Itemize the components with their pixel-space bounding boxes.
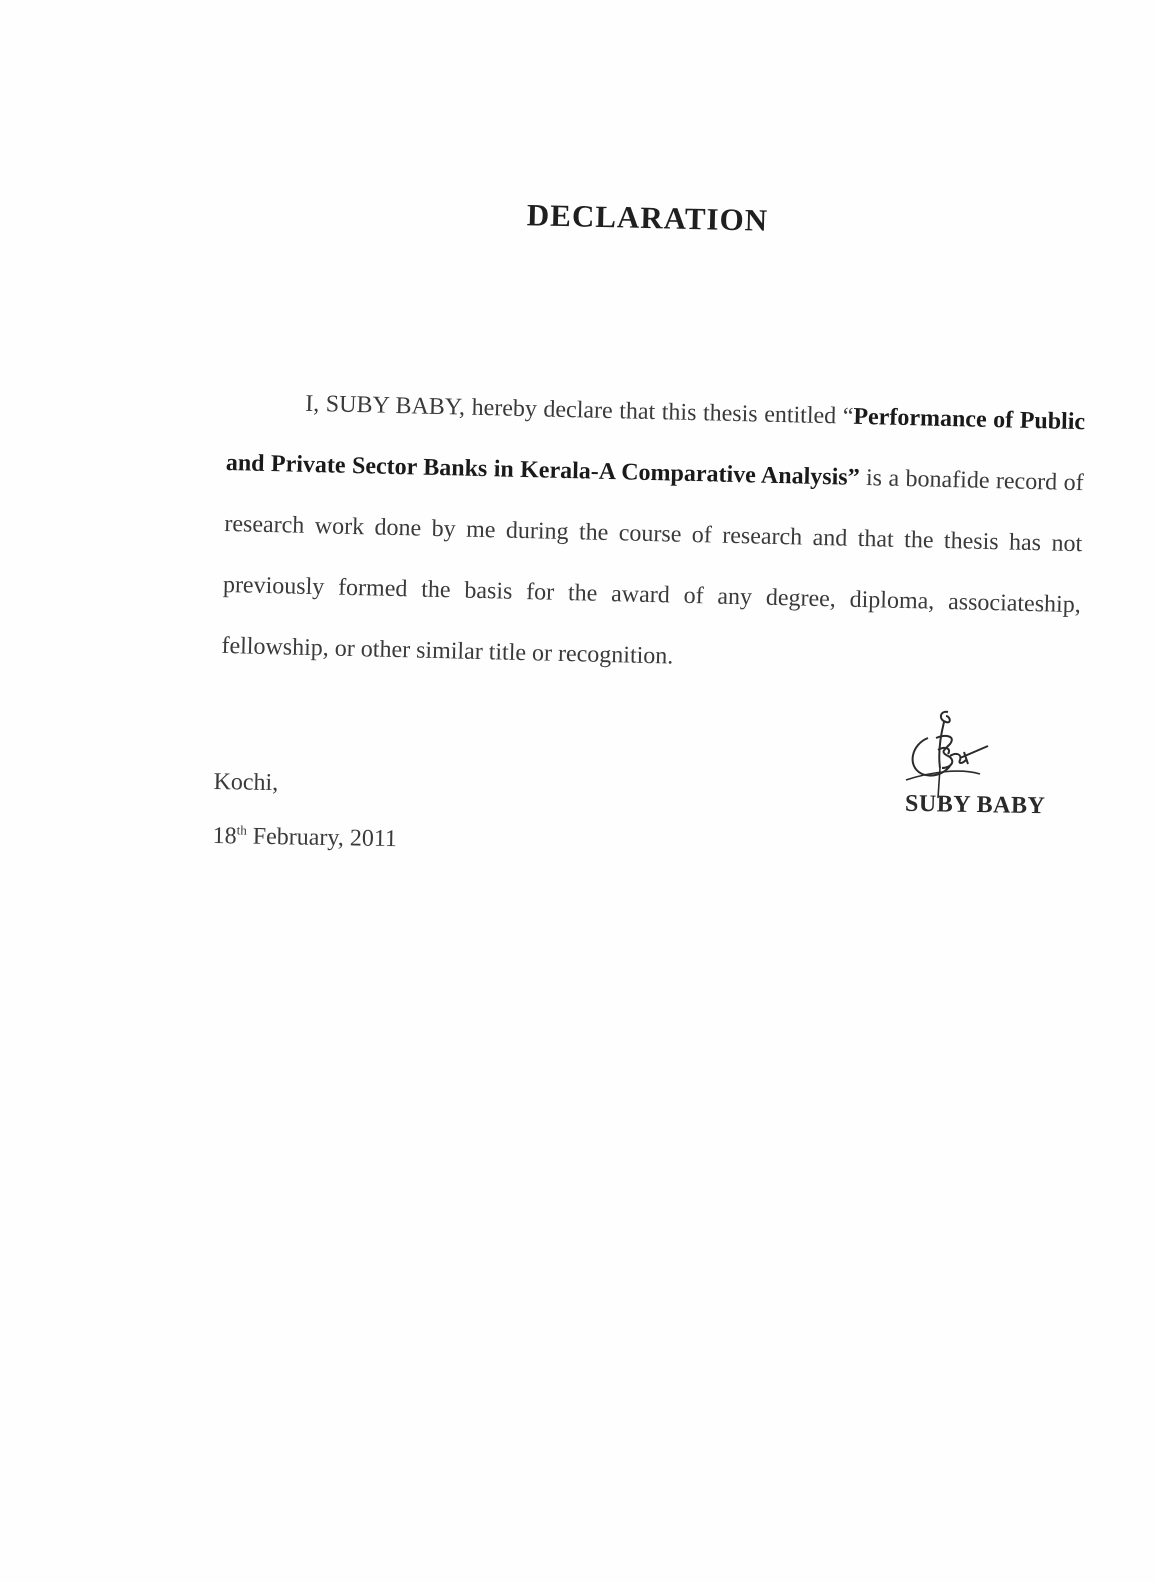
- declaration-paragraph: [221, 372, 1086, 697]
- place: Kochi,: [213, 768, 279, 797]
- page-title: DECLARATION: [526, 197, 769, 238]
- signer-name: SUBY BABY: [904, 790, 1046, 820]
- declaration-intro: I, SUBY BABY, hereby declare that this thesis entitled “: [304, 390, 854, 430]
- thesis-title: Performance of Public and Private Sector Banks in Kerala-A Comparative Analysis”: [225, 403, 1086, 491]
- handwritten-signature: [900, 708, 1010, 803]
- place-date-block: [212, 758, 398, 863]
- declaration-body: is a bonafide record of research work done by me during the course of research and that the thesis has not previously formed the basis for the award of any degree, diploma, associateship, fellowship, or other similar title or recognition.: [221, 464, 1084, 670]
- date-day: 18: [212, 822, 237, 850]
- date-rest: February, 2011: [246, 823, 398, 853]
- date-suffix: th: [236, 822, 248, 838]
- date: [212, 806, 397, 863]
